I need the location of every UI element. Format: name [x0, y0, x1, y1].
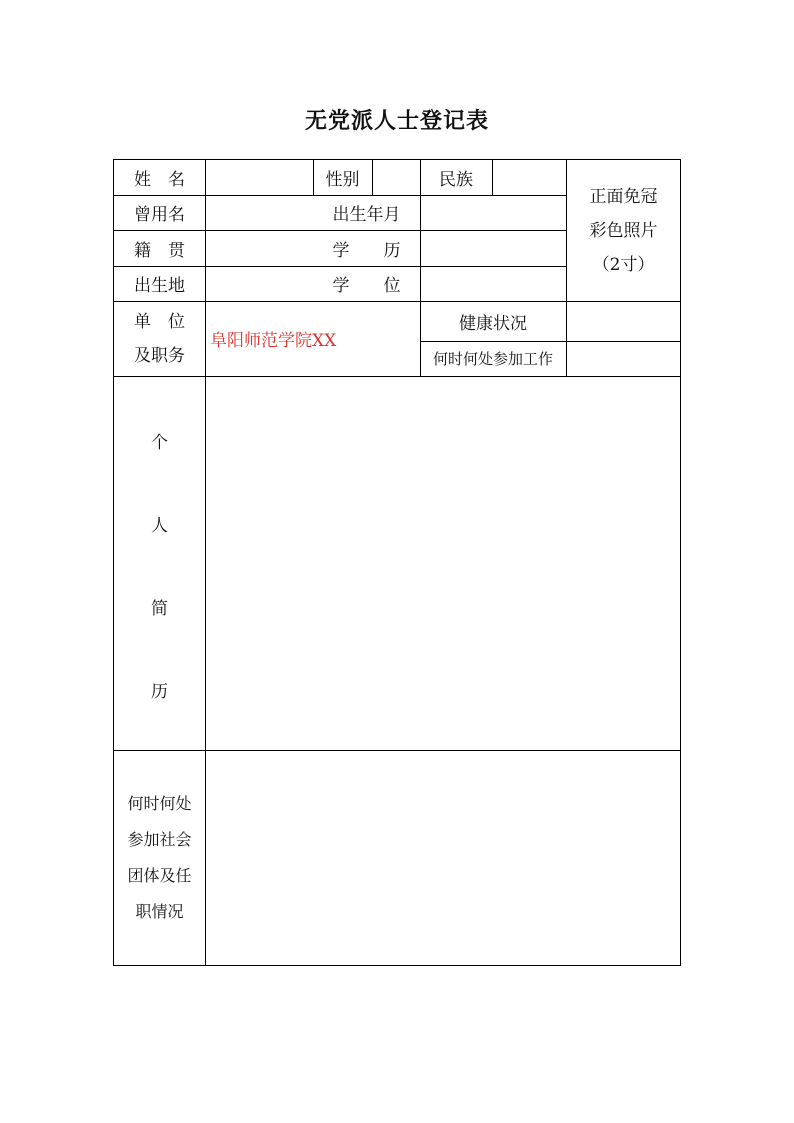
name-label: 姓 名 — [134, 170, 185, 190]
native-place-label: 籍 贯 — [134, 240, 185, 261]
birth-date-label: 出生年月 — [332, 205, 401, 225]
form-title: 无党派人士登记表 — [304, 108, 489, 134]
unit-position-label — [114, 301, 205, 376]
unit-label-line2: 及职务 — [134, 345, 185, 366]
health-label: 健康状况 — [459, 313, 527, 334]
former-name-field[interactable] — [206, 196, 312, 229]
ethnicity-label: 民族 — [439, 170, 473, 190]
ethnicity-field[interactable] — [493, 161, 565, 194]
social-label-line: 参加社会 — [127, 830, 192, 849]
birthplace-label: 出生地 — [134, 276, 185, 296]
photo-caption-line2: 彩色照片 — [589, 220, 658, 241]
birth-date-field[interactable] — [421, 196, 565, 229]
registration-form — [113, 159, 681, 966]
work-start-field[interactable] — [567, 342, 680, 375]
gender-label: 性别 — [325, 170, 360, 190]
social-label-line: 职情况 — [135, 902, 184, 921]
birthplace-field[interactable] — [206, 267, 312, 300]
photo-caption-line1: 正面免冠 — [589, 186, 658, 207]
degree-field[interactable] — [421, 267, 565, 300]
former-name-label: 曾用名 — [134, 205, 185, 225]
resume-char: 人 — [151, 516, 168, 536]
education-field[interactable] — [421, 231, 565, 265]
social-org-field[interactable] — [206, 751, 680, 965]
name-field[interactable] — [206, 161, 312, 194]
unit-position-value[interactable]: 阜阳师范学院XX — [210, 331, 337, 351]
education-label: 学 历 — [332, 240, 401, 261]
resume-char: 个 — [151, 433, 168, 453]
resume-label — [114, 376, 205, 750]
native-place-field[interactable] — [206, 231, 312, 265]
resume-char: 历 — [151, 682, 168, 702]
work-start-label: 何时何处参加工作 — [432, 350, 553, 368]
degree-label: 学 位 — [332, 276, 401, 296]
resume-char: 简 — [151, 599, 168, 619]
photo-placeholder — [566, 160, 681, 301]
gender-field[interactable] — [373, 161, 419, 194]
social-org-label — [114, 750, 205, 966]
photo-caption-line3: （2寸） — [592, 254, 655, 275]
health-field[interactable] — [567, 302, 680, 340]
unit-label-line1: 单 位 — [134, 311, 185, 332]
social-label-line: 何时何处 — [127, 794, 192, 813]
social-label-line: 团体及任 — [127, 866, 192, 885]
resume-field[interactable] — [206, 377, 680, 749]
